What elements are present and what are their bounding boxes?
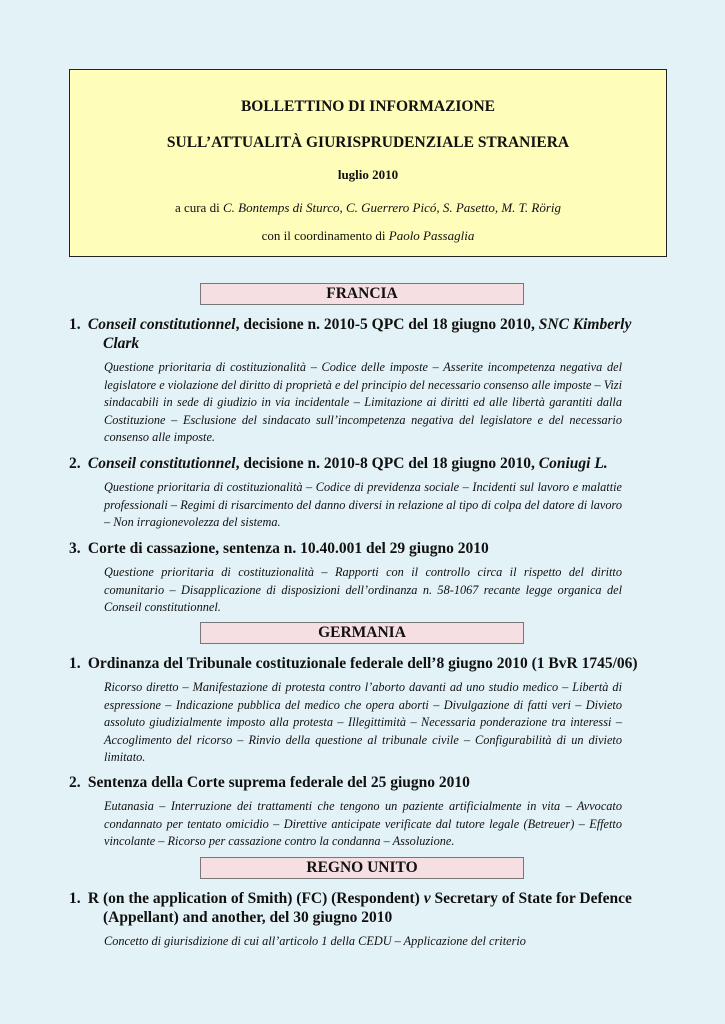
- case-parties: Coniugi L.: [538, 455, 608, 472]
- item-title: [69, 539, 669, 558]
- item-number: 2.: [69, 774, 81, 791]
- germania-item-2: [69, 773, 669, 851]
- germania-item-1: [69, 654, 669, 767]
- item-number: 1.: [69, 890, 81, 907]
- versus-marker: v: [423, 890, 431, 907]
- decision-ref: , decisione n. 2010-8 QPC del 18 giugno 2010,: [235, 455, 539, 472]
- item-title-text: Ordinanza del Tribunale costituzionale federale dell’8 giugno 2010 (1 BvR 1745/06): [87, 655, 638, 672]
- item-description: Questione prioritaria di costituzionalità – Rapporti con il controllo circa il rispetto del diritto comunitario – Disapplicazione di disposizioni dell’ordinanza n. 58-1067 recante legge organica del Conseil constitutionnel.: [104, 565, 622, 614]
- bulletin-title-line2: SULL’ATTUALITÀ GIURISPRUDENZIALE STRANIERA: [166, 134, 570, 151]
- authors-prefix: a cura di: [174, 200, 223, 215]
- francia-item-3: [69, 539, 669, 617]
- francia-item-1: [69, 315, 669, 447]
- item-title: [69, 454, 669, 473]
- bulletin-authors: [70, 200, 666, 216]
- item-title-text: Sentenza della Corte suprema federale del 25 giugno 2010: [87, 774, 470, 791]
- bulletin-coordination: [70, 228, 666, 244]
- item-title: [69, 654, 669, 673]
- item-description: Ricorso diretto – Manifestazione di protesta contro l’aborto davanti ad uno studio medico – Libertà di espressione – Indicazione pubblica del medico che opera aborti – Divulgazione di fatti veri – Divieto assoluto giudizialmente imposto alla protesta – Illegittimità – Necessaria ponderazione tra interessi – Accoglimento del ricorso – Rinvio della questione al tribunale civile – Configurabilità di un divieto limitato.: [104, 680, 622, 764]
- item-title: [69, 773, 669, 792]
- bulletin-header: [69, 69, 667, 257]
- item-number: 3.: [69, 540, 81, 557]
- item-title: [69, 315, 669, 353]
- item-description: Questione prioritaria di costituzionalità – Codice di previdenza sociale – Incidenti sul lavoro e malattie professionali – Regimi di risarcimento del danno diversi in relazione al tipo di colpa del datore di lavoro – Non irragionevolezza del sistema.: [104, 480, 622, 529]
- item-title-part-b: Secretary of State for Defence (Appellant) and another, del 30 giugno 2010: [103, 890, 632, 926]
- section-heading-germania: GERMANIA: [200, 622, 524, 644]
- item-title: [69, 889, 669, 927]
- item-description: Questione prioritaria di costituzionalità – Codice delle imposte – Asserite incompetenza negativa del legislatore e violazione del diritto di proprietà e del principio del necessario consenso alle imposte – Vizi sindacabili in sede di giudizio in via incidentale – Limitazione ai diritti ed alle libertà garantiti dalla Costituzione – Esclusione del sindacato sull’incompetenza negativa del legislatore e del necessario consenso alle imposte.: [104, 360, 622, 444]
- coordinator-name: Paolo Passaglia: [388, 228, 475, 243]
- decision-ref: , decisione n. 2010-5 QPC del 18 giugno 2010,: [235, 316, 539, 333]
- section-heading-francia: FRANCIA: [200, 283, 524, 305]
- item-number: 2.: [69, 455, 81, 472]
- regno-unito-item-1: [69, 889, 669, 951]
- item-description: Eutanasia – Interruzione dei trattamenti che tengono un paziente artificialmente in vita – Avvocato condannato per tentato omicidio – Direttive anticipate verificate dal tutore legale (Betreuer) – Effetto vincolante – Ricorso per cassazione contro la condanna – Assoluzione.: [104, 799, 622, 848]
- item-title-part-a: R (on the application of Smith) (FC) (Respondent): [87, 890, 424, 907]
- court-name: Conseil constitutionnel: [87, 455, 236, 472]
- item-description: Concetto di giurisdizione di cui all’articolo 1 della CEDU – Applicazione del criterio: [104, 934, 526, 948]
- francia-item-2: [69, 454, 669, 532]
- bulletin-title-line1: BOLLETTINO DI INFORMAZIONE: [240, 98, 496, 115]
- section-heading-regno-unito: REGNO UNITO: [200, 857, 524, 879]
- court-name: Conseil constitutionnel: [87, 316, 236, 333]
- bulletin-date: luglio 2010: [337, 167, 399, 182]
- item-number: 1.: [69, 316, 81, 333]
- case-parties: SNC Kimberly Clark: [103, 316, 632, 352]
- item-title-text: Corte di cassazione, sentenza n. 10.40.001 del 29 giugno 2010: [87, 540, 489, 557]
- coordination-prefix: con il coordinamento di: [261, 228, 389, 243]
- authors-names: C. Bontemps di Sturco, C. Guerrero Picó, S. Pasetto, M. T. Rörig: [222, 200, 562, 215]
- item-number: 1.: [69, 655, 81, 672]
